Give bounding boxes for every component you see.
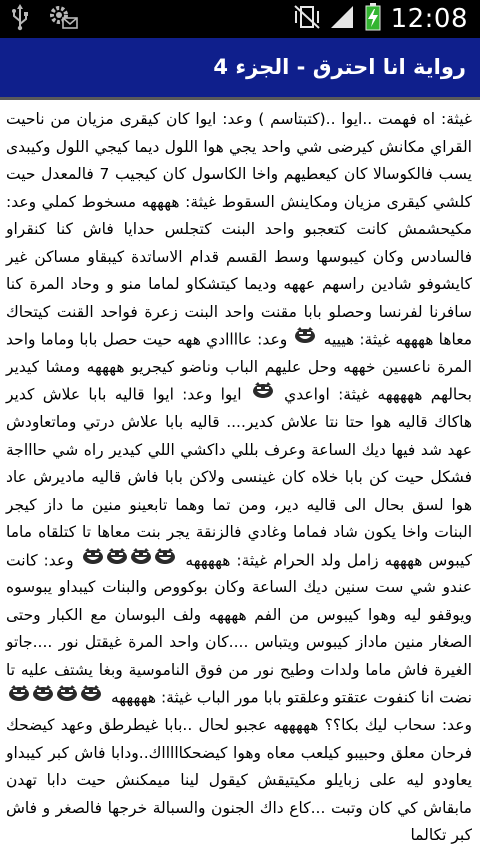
story-paragraph-2: وعد: عاااادي ههه حيت حصل بابا وماما واحد المرة ناعسين خههه وحل عليهم الباب وناضو كيجريو ههههه ومشا كيدير بحالهم هههههه غيثة: اواعدي — [6, 330, 472, 404]
story-scroll-view[interactable] — [0, 100, 480, 844]
story-paragraph-4: وعد: كانت عندو شي ست سنين ديك الساعة وكان بوكووص والبنات كيبداو يبوسوه ويوقفو ليه وهوا كيبوس من الفم ههههه ولف البوسان مع الكبار وحتى الصغار منين ماداز كيبوس ويتباس ....كان واحد المرة غيقتل نور ....جاتو الغيرة فاش ماما ولدات وطيح نور من فوق الناموسية وبغا يشتف عليه تا نضت انا كنفوت عتقتو وعلقتو بابا مور الباب غيثة: هههههه — [6, 550, 472, 707]
laughing-emoticon-icon — [294, 326, 316, 354]
settings-mail-icon — [48, 4, 78, 34]
story-paragraph-3: ايوا وعد: ايوا قاليه بابا علاش كدير هاكاك قاليه هوا حتا نتا علاش كدير.... قاليه بابا علاش درتي وماتعاودش عهد شد فيها ديك الساعة وعرف بللي داكشي اللي كيدير راه شي حاااجة فشكل حيت كن بابا خلاه كان غينسى ولاكن بابا فاش قاليه ماديرش عاد هوا لسق بحال الى قاليه دير، ومن تما وهما تابعينو منين ما داز كيجر البنات واخا يكون شاد فماما وغادي فالزنقة يجر بنت معاها تا كتلقاه ماما كيبوس ههههه زامل ولد الحرام غيثة: هههههه — [6, 385, 472, 569]
laughing-emoticon-group — [8, 684, 104, 712]
vibrate-icon — [293, 4, 321, 34]
story-text — [0, 100, 480, 850]
signal-icon — [331, 4, 355, 34]
page-title: رواية انا احترق - الجزء 4 — [213, 55, 466, 79]
story-paragraph-5: وعد: سحاب ليك بكا؟؟ هههههه عجبو لحال ..بابا غيطرطق وعهد كيضحك فرحان معلق وحبيبو كيلعب معاه وهوا كيضحكاااااك..ودابا فاش كبر كيبداو يعاودو ليه على زبايلو مكيتيقش كيقول لينا ميمكنش حيت دابا تهدن مابقاش كي كان وتبت ...كاع داك الجنون والسبالة خرجها فالصغر و فاش كبر تكالما — [6, 716, 472, 844]
laughing-emoticon-icon — [252, 381, 274, 409]
battery-charging-icon — [365, 3, 381, 35]
clock: 12:08 — [390, 4, 468, 34]
usb-icon — [10, 4, 30, 34]
laughing-emoticon-group — [82, 547, 178, 575]
app-title-bar — [0, 38, 480, 100]
story-paragraph-1: غيثة: اه فهمت ..ايوا ..(كتبتاسم ) وعد: ايوا كان كيقرى مزيان من ناحيت القراي مكانش كيرضى شي واحد يجي هوا اللول ديما كيجي اللول وكيبدى يسب فالكوسالا كان كيعطيهم واخا الكاسول كان كيجيب 7 فالمعدل حيت كلشي كيقرى مزيان ومكاينش السقوط غيثة: ههههه مسخوط كملي وعد: مكيحشمش كانت كتعجبو واحد البنت كتجلس حدايا فاش كنا كنقراو فالسادس وكان كيبوسها وسط القسم قدام الاساتدة كيبقاو مساكن غير كايشوفو شادين راسهم عههه وديما كيتشكاو لماما منو و وحاد المرة كنا سافرنا لفرنسا وحصلو بابا مقنت واحد البنت زعرة فواحد القنت كيتحاك معاها ههههه غيثة: هيييه — [6, 110, 473, 349]
status-bar — [0, 0, 480, 38]
